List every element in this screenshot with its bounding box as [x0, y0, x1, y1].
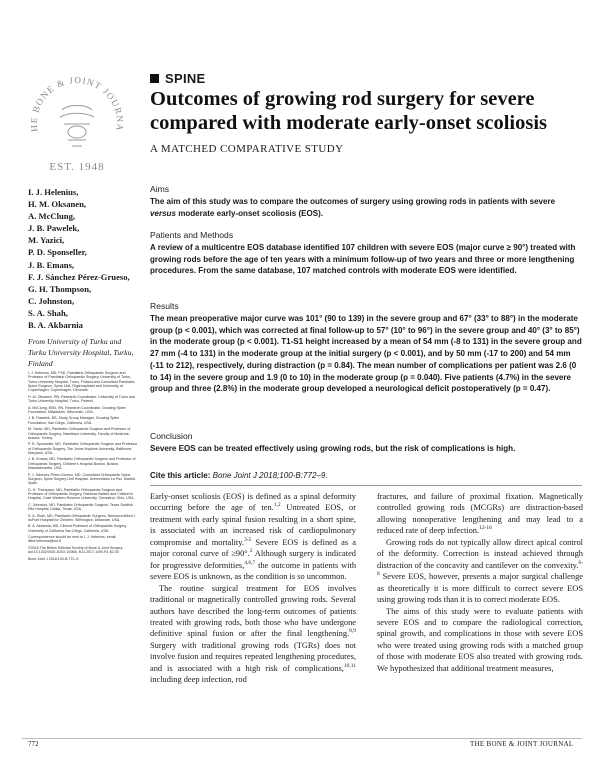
author: C. Johnston, [28, 295, 75, 306]
body-column-left [150, 491, 356, 686]
cite-line [150, 470, 582, 482]
copyright-note: ©2018 The British Editorial Society of Bone & Joint Surgery doi:10.1302/0301-620X.100B6. BJJ-2017-1490.R1 $2.00 [28, 545, 123, 555]
body-column-right [377, 491, 583, 674]
author-list [28, 186, 138, 331]
author-note: G. H. Thompson, MD, Paediatric Orthopaedic Surgeon and Professor of Orthopaedic Surgery, Rainbow Babies and Children's Hospital, Case Western Reserve University, Cleveland, Ohio, USA. [28, 487, 135, 501]
author-note: B. A. Akbarnia, MD, Clinical Professor of Orthopaedic Surgery, University of California San Diego, California, USA. [28, 524, 128, 533]
abstract-divider [150, 485, 582, 486]
author-note: I. J. Helenius, MD, PhD, Paediatric Orthopaedic Surgeon and Professor of Paediatric Orthopaedic Surgery, University of Turku, Turku University Hospital, Turku, Finland and Consultant Paediatric Spine Surgeon, Spine Unit, Rigshospitalet and University of Copenhagen, Copenhagen, Denmark. [28, 371, 135, 393]
journal-logo [22, 70, 132, 180]
article-title: Outcomes of growing rod surgery for severe compared with moderate early-onset scoliosis [150, 88, 548, 134]
results-text: The mean preoperative major curve was 101° (90 to 139) in the severe group and 67° (33° to 88°) in the moderate group (p < 0.001), which was corrected at final follow-up to 57° (10° to 96°) in the severe group and 40° (3° to 85°) in the moderate group (p < 0.001). T1-S1 height increased by a mean of 54 mm (-8 to 131) in the severe group and 27 mm (-4 to 131) in the moderate group at the initial surgery (p < 0.001), and by 50 mm (-17 to 200) and 54 mm (-11 to 212), respectively, during distraction (p = 0.84). The mean number of complications per patient was 2.6 (0 to 14) in the severe group and 1.9 (0 to 10) in the moderate group (p = 0.040). Five patients (4.7%) in the severe group and three (2.8%) in the moderate group developed a neurological deficit postoperatively (p = 0.47). [150, 314, 582, 394]
article-subtitle: A MATCHED COMPARATIVE STUDY [150, 143, 344, 155]
author-note: P. D. Sponseller, MD, Paediatric Orthopaedic Surgeon and Professor of Orthopaedic Surgery, The Johns Hopkins University, Baltimore, Maryland, USA. [28, 442, 138, 455]
methods-heading: Patients and Methods [150, 230, 234, 240]
body-paragraph: Early-onset scoliosis (EOS) is defined as a spinal deformity occurring before the age of ten.$^{1,2}$ Untreated EOS, or treatment with early spinal fusion resulting in a short spine, is associated with an increased risk of cardiopulmonary compromise and mortality.$^{3-5}$ Severe EOS is defined as a major coronal curve of ≥90°.$^2$ Although surgery is indicated for progressive deformities,$^{4,6,7}$ the outcome in patients with severe EOS is unknown, as the condition is so uncommon. [150, 492, 357, 582]
methods-text: A review of a multicentre EOS database identified 107 children with severe EOS (major curve ≥ 90°) treated with growing rods before the age of ten years with a minimum follow-up of two years and three or more lengthening procedures. From the same database, 107 matched controls with moderate EOS were identified. [150, 243, 576, 276]
author-note: J. B. Pawelek, BS, Study Group Manager, Growing Spine Foundation, San Diego, California, USA. [28, 416, 120, 425]
author-note: A. McClung, BSN, RN, Research Coordinator, Growing Spine Foundation, Milwaukee, Wisconsin, USA. [28, 405, 126, 414]
section-label: SPINE [165, 71, 206, 86]
author: I. J. Helenius, [28, 187, 79, 197]
author: A. McClung, [28, 211, 76, 222]
aims-heading: Aims [150, 184, 170, 194]
affiliation: From University of Turku and Turku University Hospital, Turku, Finland [28, 337, 134, 368]
author: J. B. Pawelek, [28, 223, 80, 234]
author-note: J. B. Emans, MD, Paediatric Orthopaedic Surgeon and Professor of Orthopaedic Surgery, Children's Hospital Boston, Boston, Massachusetts, USA. [28, 457, 136, 471]
results-heading: Results [150, 301, 179, 311]
conclusion-heading: Conclusion [150, 431, 193, 441]
body-paragraph: Growing rods do not typically allow direct apical control of the deformity. Correction is instead achieved through distraction of the concavity and cantilever on the convexity.$^{6-8}$ Severe EOS, however, presents a major surgical challenge as theoretically it is more difficult to correct severe EOS using growing rods than it is to correct moderate EOS. [377, 537, 583, 605]
page-number: 772 [28, 740, 39, 748]
author: P. D. Sponseller, [28, 247, 87, 258]
cite-text: Bone Joint J 2018;100-B:772–9. [212, 471, 328, 480]
aims-text: The aim of this study was to compare the outcomes of surgery using growing rods in patients with severe versus moderate early-onset scoliosis (EOS). [150, 197, 556, 218]
bone-joint-journal-seal-icon [22, 70, 132, 180]
section-tag [150, 71, 206, 86]
citation-note: Bone Joint J 2018;100-B:772–9. [28, 556, 80, 561]
author: G. H. Thompson, [28, 283, 92, 294]
conclusion-text: Severe EOS can be treated effectively using growing rods, but the risk of complications is high. [150, 444, 516, 453]
author-note: S. A. Shah, MD, Paediatric Orthopaedic Surgeon, Nemours/Alfred I. duPont Hospital for Children, Wilmington, Delaware, USA. [28, 513, 136, 522]
author-note: F. J. Sánchez Pérez-Grueso, MD, Consultant Orthopaedic Spine Surgeon, Spine Surgery Unit Hospital, Universitario La Paz, Madrid, Spain. [28, 472, 136, 486]
cite-label: Cite this article: [150, 471, 211, 480]
author: B. A. Akbarnia [28, 320, 83, 331]
footer-divider [22, 738, 582, 739]
author: H. M. Oksanen, [28, 199, 87, 210]
footer-journal-name: THE BONE & JOINT JOURNAL [470, 740, 574, 748]
author-note: H. M. Oksanen, RN, Research Coordinator, University of Turku and Turku University Hospital, Turku, Finland. [28, 394, 135, 404]
body-paragraph: The aims of this study were to evaluate patients with severe EOS and to compare the radiological correction, spinal growth, and complications in those with severe EOS who were treated using growing rods with a matched group of those with moderate EOS also treated with growing rods. We hypothesized that additional treatment measures, [377, 606, 583, 673]
author-note: C. Johnston, MD, Paediatric Orthopaedic Surgeon, Texas Scottish Rite Hospital, Dallas, Texas, USA. [28, 502, 134, 512]
author: S. A. Shah, [28, 307, 68, 318]
correspondence-note: Correspondence should be sent to I. J. Helenius; email: ilkka.helenius@utu.fi [28, 535, 117, 544]
author: F. J. Sánchez Pérez-Grueso, [28, 271, 130, 282]
author: M. Yazici, [28, 235, 65, 246]
body-paragraph: The routine surgical treatment for EOS involves traditional or magnetically controlled growing rods. Several authors have described the long-term outcomes of patients treated with growing rods, both those who have undergone definitive spinal fusion or after the final lengthening.$^{8,9}$ Surgery with traditional growing rods (TGRs) does not involve fusion and requires repeated lengthening procedures, and is associated with a high risk of complications,$^{10,11}$ including deep infection, rod [150, 583, 356, 685]
logo-est: EST. 1948 [49, 161, 105, 173]
author-note: M. Yazici, MD, Paediatric Orthopaedic Surgeon and Professor of Orthopaedic Surgery, Hacettepe University, Faculty of Medicine, Ankara, Turkey. [28, 427, 131, 440]
section-square-icon [150, 74, 159, 83]
author-notes [28, 371, 138, 563]
body-paragraph: fractures, and failure of proximal fixation. Magnetically controlled growing rods (MCGRs) are distraction-based allowing nonoperative lengthening and may lead to a reduced rate of deep infection.$^{12-16}$ [377, 492, 583, 536]
svg-text:THE BONE & JOINT JOURNAL [22, 70, 125, 132]
author: J. B. Emans, [28, 259, 75, 270]
logo-arc-text: HE BONE & JOINT JOURNA [28, 75, 126, 133]
